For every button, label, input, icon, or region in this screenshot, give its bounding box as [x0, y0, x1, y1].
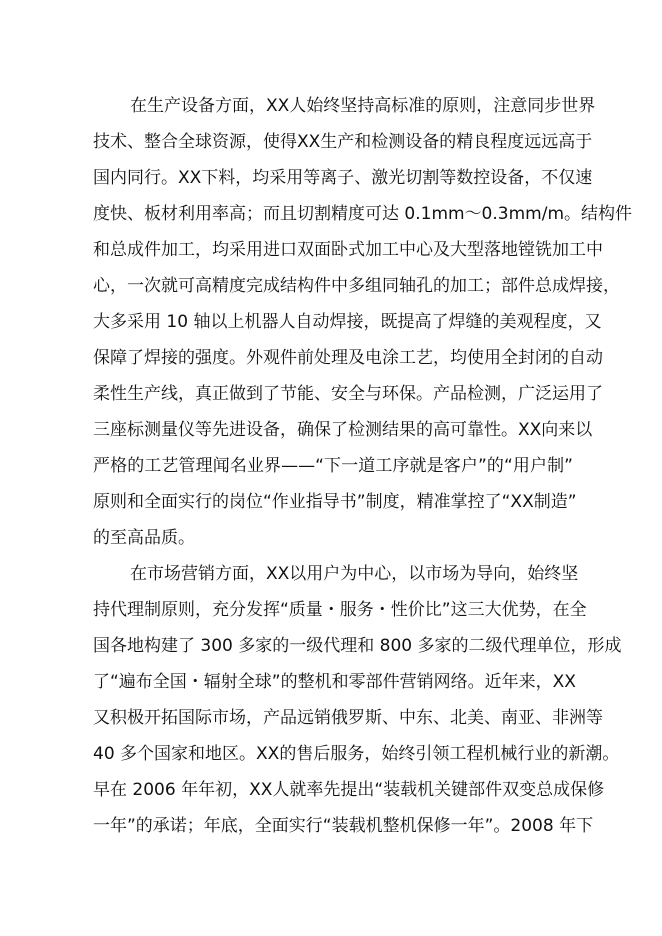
paragraph-2-line-6: 40 多个国家和地区。XX的售后服务，始终引领工程机械行业的新潮。 — [93, 744, 620, 764]
paragraph-1-line-4: 度快、板材利用率高；而且切割精度可达 0.1mm～0.3mm/m。结构件 — [93, 204, 633, 224]
paragraph-2-line-7: 早在 2006 年年初，XX人就率先提出“装载机关键部件双变总成保修 — [93, 780, 605, 800]
paragraph-1-line-1: 在生产设备方面，XX人始终坚持高标准的原则，注意同步世界 — [130, 96, 596, 116]
paragraph-2-line-2: 持代理制原则，充分发挥“质量・服务・性价比”这三大优势，在全 — [93, 600, 587, 620]
paragraph-2-line-8: 一年”的承诺；年底，全面实行“装载机整机保修一年”。2008 年下 — [93, 816, 594, 836]
paragraph-1-line-6: 心，一次就可高精度完成结构件中多组同轴孔的加工；部件总成焊接， — [93, 276, 620, 296]
paragraph-2-line-1: 在市场营销方面，XX以用户为中心，以市场为导向，始终坚 — [130, 564, 579, 584]
paragraph-1-line-10: 三座标测量仪等先进设备，确保了检测结果的高可靠性。XX向来以 — [93, 420, 593, 440]
paragraph-1-line-3: 国内同行。XX下料，均采用等离子、激光切割等数控设备，不仅速 — [93, 168, 593, 188]
paragraph-1-line-9: 柔性生产线，真正做到了节能、安全与环保。产品检测，广泛运用了 — [93, 384, 603, 404]
paragraph-1-line-2: 技术、整合全球资源，使得XX生产和检测设备的精良程度远远高于 — [93, 132, 593, 152]
paragraph-1-line-5: 和总成件加工，均采用进口双面卧式加工中心及大型落地镗铣加工中 — [93, 240, 603, 260]
paragraph-2-line-4: 了“遍布全国・辐射全球”的整机和零部件营销网络。近年来，XX — [93, 672, 576, 692]
paragraph-2-line-3: 国各地构建了 300 多家的一级代理和 800 多家的二级代理单位，形成 — [93, 636, 622, 656]
paragraph-1-line-7: 大多采用 10 轴以上机器人自动焊接，既提高了焊缝的美观程度，又 — [93, 312, 602, 332]
paragraph-1-line-12: 原则和全面实行的岗位“作业指导书”制度，精准掌控了“XX制造” — [93, 492, 577, 512]
paragraph-2-line-5: 又积极开拓国际市场，产品远销俄罗斯、中东、北美、南亚、非洲等 — [93, 708, 603, 728]
paragraph-1-line-8: 保障了焊接的强度。外观件前处理及电涂工艺，均使用全封闭的自动 — [93, 348, 603, 368]
paragraph-1-line-13: 的至高品质。 — [93, 528, 195, 548]
paragraph-1-line-11: 严格的工艺管理闻名业界——“下一道工序就是客户”的“用户制” — [93, 456, 573, 476]
